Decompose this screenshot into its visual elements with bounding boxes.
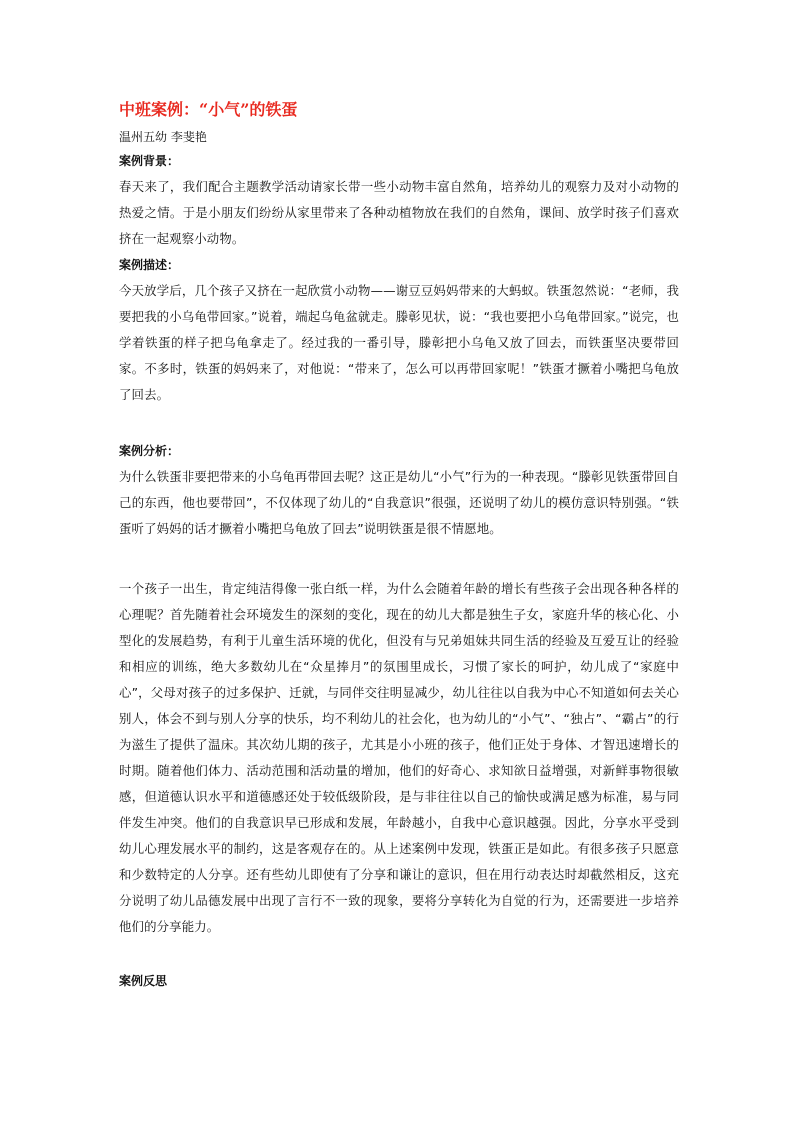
section-heading-analysis: 案例分析： — [119, 444, 180, 458]
section-text-description: 今天放学后，几个孩子又挤在一起欣赏小动物——谢豆豆妈妈带来的大蚂蚁。铁蛋忽然说：“老师，我要把我的小乌龟带回家。”说着，端起乌龟盆就走。滕彰见状，说：“我也要把小乌龟带回家。”说完，也学着铁蛋的样子把乌龟拿走了。经过我的一番引导，滕彰把小乌龟又放了回去，而铁蛋坚决要带回家。不多时，铁蛋的妈妈来了，对他说：“带来了，怎么可以再带回家呢！”铁蛋才撅着小嘴把乌龟放了回去。 — [119, 283, 679, 402]
section-text-analysis-1: 为什么铁蛋非要把带来的小乌龟再带回去呢？这正是幼儿“小气”行为的一种表现。“滕彰见铁蛋带回自己的东西，他也要带回”，不仅体现了幼儿的“自我意识”很强，还说明了幼儿的模仿意识特别强。“铁蛋听了妈妈的话才撅着小嘴把乌龟放了回去”说明铁蛋是很不情愿地。 — [119, 469, 679, 536]
section-text-analysis-2: 一个孩子一出生，肯定纯洁得像一张白纸一样，为什么会随着年龄的增长有些孩子会出现各种各样的心理呢？首先随着社会环境发生的深刻的变化，现在的幼儿大都是独生子女，家庭升华的核心化、小型化的发展趋势，有利于儿童生活环境的优化，但没有与兄弟姐妹共同生活的经验及互爱互让的经验和相应的训练，绝大多数幼儿在“众星捧月”的氛围里成长，习惯了家长的呵护，幼儿成了“家庭中心”，父母对孩子的过多保护、迁就，与同伴交往明显减少，幼儿往往以自我为中心不知道如何去关心别人，体会不到与别人分享的快乐，均不利幼儿的社会化，也为幼儿的“小气”、“独占”、“霸占”的行为滋生了提供了温床。其次幼儿期的孩子，尤其是小小班的孩子，他们正处于身体、才智迅速增长的时期。随着他们体力、活动范围和活动量的增加，他们的好奇心、求知欲日益增强，对新鲜事物很敏感，但道德认识水平和道德感还处于较低级阶段，是与非往往以自己的愉快或满足感为标准，易与同伴发生冲突。他们的自我意识早已形成和发展，年龄越小，自我中心意识越强。因此，分享水平受到幼儿心理发展水平的制约，这是客观存在的。从上述案例中发现，铁蛋正是如此。有很多孩子只愿意和少数特定的人分享。还有些幼儿即使有了分享和谦让的意识，但在用行动表达时却截然相反，这充分说明了幼儿品德发展中出现了言行不一致的现象，要将分享转化为自觉的行为，还需要进一步培养他们的分享能力。 — [119, 581, 679, 934]
section-heading-description: 案例描述： — [119, 258, 180, 272]
document-title: 中班案例：“小气”的铁蛋 — [119, 100, 298, 119]
section-text-background: 春天来了，我们配合主题教学活动请家长带一些小动物丰富自然角，培养幼儿的观察力及对小动物的热爱之情。于是小朋友们纷纷从家里带来了各种动植物放在我们的自然角，课间、放学时孩子们喜欢挤在一起观察小动物。 — [119, 179, 679, 246]
section-heading-background: 案例背景： — [119, 154, 180, 168]
document-author: 温州五幼 李斐艳 — [119, 130, 207, 144]
section-heading-reflection: 案例反思 — [119, 974, 168, 988]
document-page — [119, 96, 679, 994]
